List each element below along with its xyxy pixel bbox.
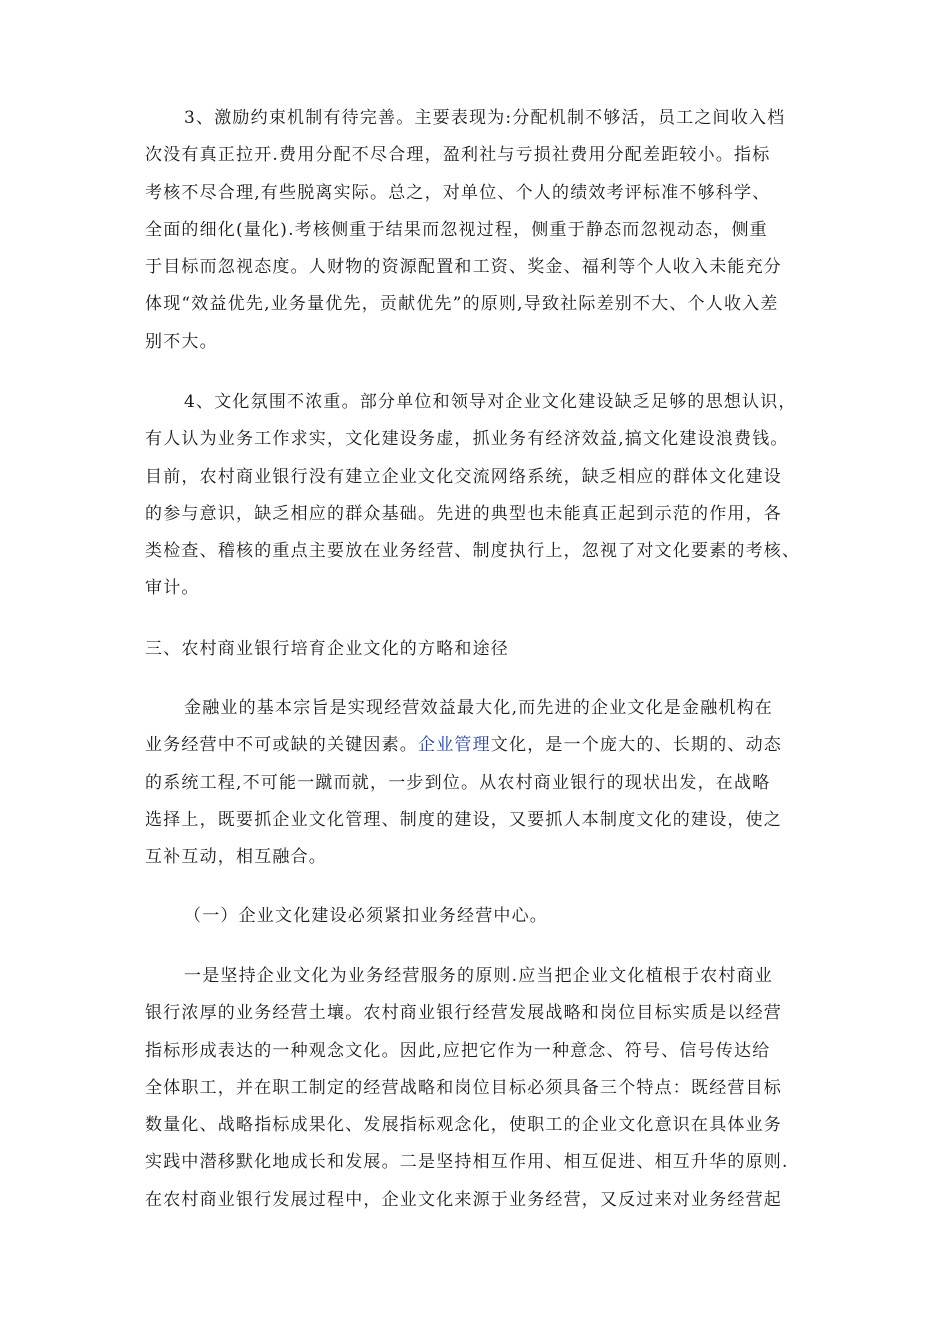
text-line: 全体职工，并在职工制定的经营战略和岗位目标必须具备三个特点：既经营目标 [145, 1077, 782, 1098]
text-line: 金融业的基本宗旨是实现经营效益最大化,而先进的企业文化是金融机构在 [184, 698, 774, 718]
text-line: 选择上，既要抓企业文化管理、制度的建设，又要抓人本制度文化的建设，使之 [145, 809, 782, 830]
text-line: 目前，农村商业银行没有建立企业文化交流网络系统，缺乏相应的群体文化建设 [145, 466, 782, 487]
text-line: 别不大。 [145, 331, 218, 352]
text-line: 于目标而忽视态度。人财物的资源配置和工资、奖金、福利等个人收入未能充分 [145, 257, 782, 278]
section-heading-text: 三、农村商业银行培育企业文化的方略和途径 [145, 639, 509, 659]
text-line: 3、激励约束机制有待完善。主要表现为:分配机制不够活，员工之间收入档 [184, 108, 786, 128]
text-line: 实践中潜移默化地成长和发展。二是坚持相互作用、相互促进、相互升华的原则. [145, 1152, 789, 1173]
paragraph-cultural-atmosphere [145, 384, 810, 608]
text-line: 指标形成表达的一种观念文化。因此,应把它作为一种意念、符号、信号传达给 [145, 1040, 771, 1061]
text-line: 的参与意识，缺乏相应的群众基础。先进的典型也未能真正起到示范的作用，各 [145, 503, 782, 524]
text-line: 的系统工程,不可能一蹴而就，一步到位。从农村商业银行的现状出发，在战略 [145, 772, 771, 793]
subsection-heading-1 [145, 898, 810, 935]
paragraph-business-center [145, 958, 810, 1219]
paragraph-strategy-intro [145, 690, 810, 876]
text-line: 有人认为业务工作求实，文化建设务虚，抓业务有经济效益,搞文化建设浪费钱。 [145, 429, 789, 450]
text-line: 一是坚持企业文化为业务经营服务的原则.应当把企业文化植根于农村商业 [184, 966, 774, 986]
section-heading-3 [145, 631, 810, 668]
text-segment: 文化，是一个庞大的、长期的、动态 [490, 735, 783, 756]
text-line: 考核不尽合理,有些脱离实际。总之，对单位、个人的绩效考评标准不够科学、 [145, 182, 771, 203]
text-line: 体现“效益优先,业务量优先，贡献优先”的原则,导致社际差别不大、个人收入差 [145, 294, 779, 315]
text-line: 4、文化氛围不浓重。部分单位和领导对企业文化建设缺乏足够的思想认识， [184, 392, 797, 412]
paragraph-incentive-mechanism [145, 100, 810, 361]
text-line: 全面的细化(量化).考核侧重于结果而忽视过程，侧重于静态而忽视动态，侧重 [145, 219, 768, 240]
text-line-with-link [145, 727, 810, 764]
text-line: 类检查、稽核的重点主要放在业务经营、制度执行上，忽视了对文化要素的考核、 [145, 541, 801, 562]
text-line: 互补互动，相互融合。 [145, 847, 327, 868]
text-line: 审计。 [145, 578, 200, 599]
enterprise-management-link[interactable]: 企业管理 [418, 735, 491, 756]
text-segment: 业务经营中不可或缺的关键因素。 [145, 735, 418, 756]
text-line: 数量化、战略指标成果化、发展指标观念化，使职工的企业文化意识在具体业务 [145, 1115, 782, 1136]
subsection-heading-text: （一）企业文化建设必须紧扣业务经营中心。 [184, 906, 548, 926]
text-line: 在农村商业银行发展过程中，企业文化来源于业务经营，又反过来对业务经营起 [145, 1189, 782, 1210]
text-line: 次没有真正拉开.费用分配不尽合理，盈利社与亏损社费用分配差距较小。指标 [145, 145, 771, 166]
text-line: 银行浓厚的业务经营土壤。农村商业银行经营发展战略和岗位目标实质是以经营 [145, 1003, 782, 1024]
